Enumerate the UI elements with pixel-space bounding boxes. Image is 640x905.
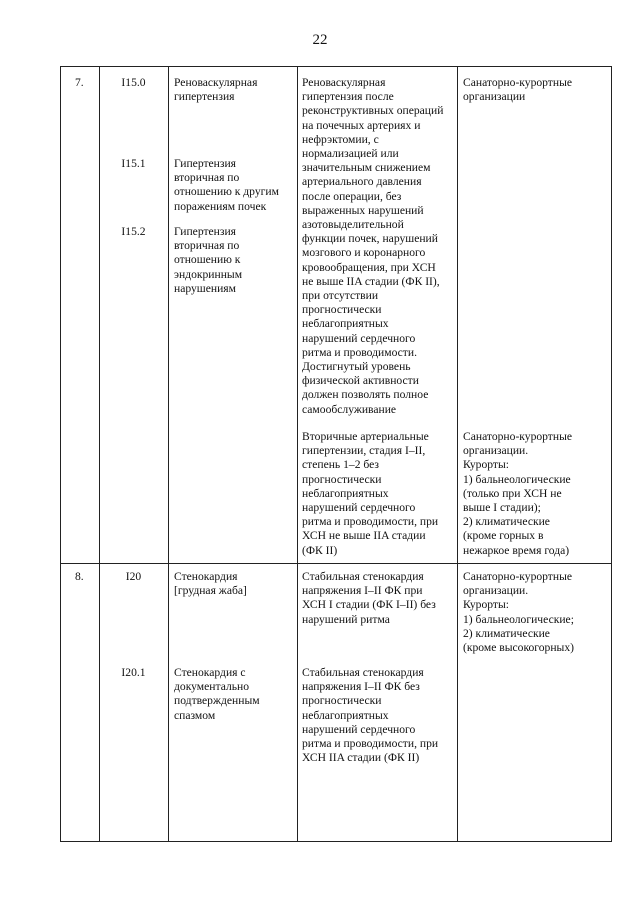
diagnosis-code: I15.0 xyxy=(121,76,146,89)
treatment-place: Санаторно-курортные организации xyxy=(463,76,573,104)
diagnosis-name: Гипертензия вторичная по отношению к эндокринным нарушениям xyxy=(174,225,243,295)
diagnosis-code: I15.1 xyxy=(121,157,146,170)
row-number: 7. xyxy=(75,76,84,89)
col-divider xyxy=(168,67,169,841)
diagnosis-code: I20.1 xyxy=(121,666,146,679)
condition-text: Вторичные артериальные гипертензии, стадия I–II, степень 1–2 без прогностически неблагоприятных нарушений сердечного ритма и проводимости, при ХСН не выше IIA стадии (ФК II) xyxy=(302,430,439,557)
col-divider xyxy=(457,67,458,841)
treatment-place: Санаторно-курортные организации. Курорты: 1) бальнеологические (только при ХСН не выше I стадии); 2) климатические (кроме горных в нежаркое время года) xyxy=(463,430,573,557)
diagnosis-name: Гипертензия вторичная по отношению к другим поражениям почек xyxy=(174,157,279,213)
treatment-place: Санаторно-курортные организации. Курорты: 1) бальнеологические; 2) климатические (кроме высокогорных) xyxy=(463,570,575,655)
condition-text: Стабильная стенокардия напряжения I–II ФК при ХСН I стадии (ФК I–II) без нарушений ритма xyxy=(302,570,436,626)
diagnosis-code: I15.2 xyxy=(121,225,146,238)
row-divider xyxy=(61,563,611,564)
diagnosis-name: Стенокардия с документально подтвержденным спазмом xyxy=(174,666,260,722)
diagnosis-name: Реноваскулярная гипертензия xyxy=(174,76,258,104)
col-divider xyxy=(297,67,298,841)
col-divider xyxy=(99,67,100,841)
condition-text: Реноваскулярная гипертензия после реконструктивных операций на почечных артериях и нефрэктомии, с нормализацией или значительным снижением артериального давления после операции, без выраженных нарушений азотовыделительной функции почек, нарушений мозгового и коронарного кровообращения, при ХСН не выше IIA стадии (ФК II), при отсутствии прогностически неблагоприятных нарушений сердечного ритма и проводимости. Достигнутый уровень физической активности должен позволять полное самообслуживание xyxy=(302,76,444,416)
row-number: 8. xyxy=(75,570,84,583)
table xyxy=(60,66,612,842)
diagnosis-name: Стенокардия [грудная жаба] xyxy=(174,570,247,598)
page-number: 22 xyxy=(312,32,328,48)
condition-text: Стабильная стенокардия напряжения I–II ФК без прогностически неблагоприятных нарушений сердечного ритма и проводимости, при ХСН IIA стадии (ФК II) xyxy=(302,666,439,765)
diagnosis-code: I20 xyxy=(125,570,142,583)
